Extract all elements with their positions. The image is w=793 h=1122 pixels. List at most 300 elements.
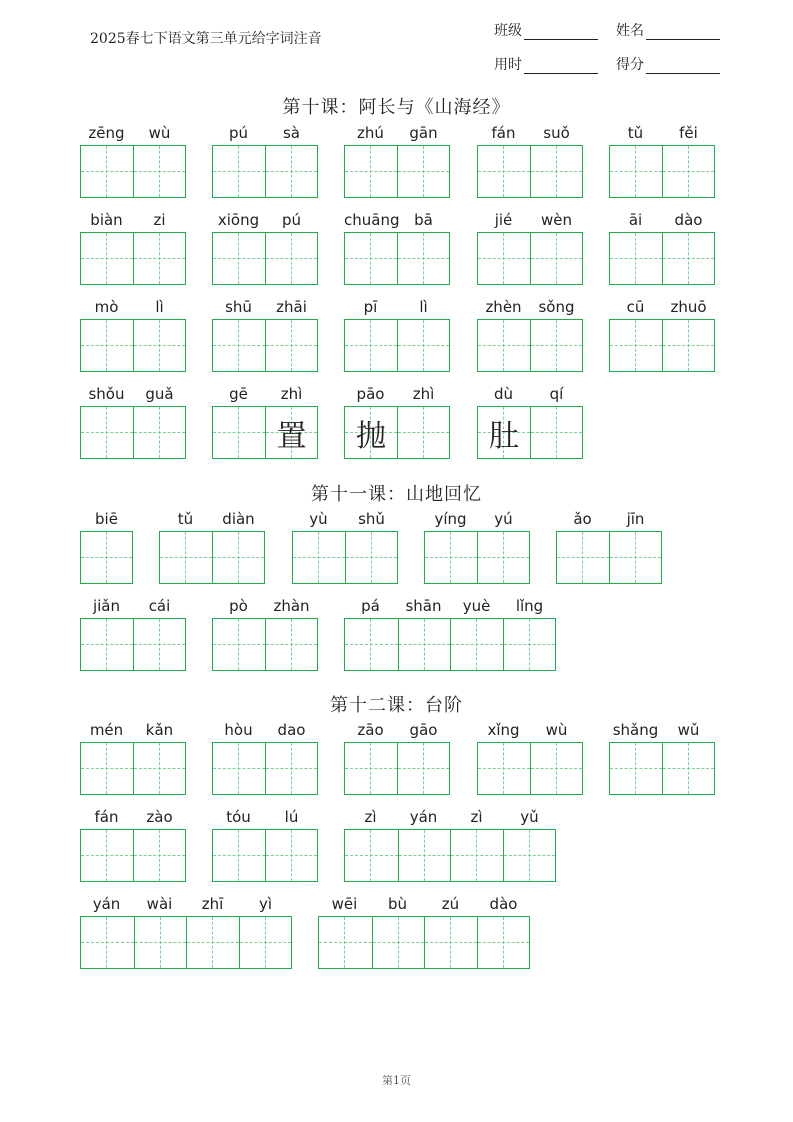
tianzige-grid <box>212 829 318 882</box>
character-box[interactable] <box>81 830 133 881</box>
pinyin-syllable: pú <box>228 124 249 142</box>
pinyin-syllable: zì <box>364 808 377 826</box>
written-character <box>610 743 662 794</box>
tianzige-grid <box>212 742 318 795</box>
pinyin-syllable: zēng <box>88 124 125 142</box>
tianzige-grid <box>477 319 583 372</box>
pinyin-syllable: xiōng <box>217 211 260 229</box>
written-character <box>160 532 212 583</box>
written-character <box>557 532 609 583</box>
pinyin-syllable: fěi <box>679 124 698 142</box>
pinyin-syllable: sà <box>282 124 300 142</box>
tianzige-grid <box>344 742 450 795</box>
pinyin-syllable: fán <box>94 808 119 826</box>
pinyin-row <box>80 124 186 146</box>
character-box[interactable] <box>265 233 317 284</box>
character-box[interactable] <box>133 146 185 197</box>
pinyin-row <box>477 298 583 320</box>
pinyin-syllable: hòu <box>224 721 253 739</box>
written-character <box>345 743 397 794</box>
pinyin-syllable: pī <box>363 298 378 316</box>
written-character <box>266 233 317 284</box>
pinyin-syllable: yuè <box>462 597 491 615</box>
pinyin-syllable: tóu <box>226 808 251 826</box>
tianzige-grid <box>344 829 556 882</box>
written-character <box>81 146 133 197</box>
written-character <box>240 917 292 968</box>
tianzige-grid <box>477 406 583 459</box>
pinyin-row <box>344 385 450 407</box>
pinyin-row <box>80 721 186 743</box>
character-box[interactable] <box>213 320 265 371</box>
written-character <box>345 233 397 284</box>
character-box[interactable] <box>397 146 449 197</box>
pinyin-row <box>212 298 318 320</box>
pinyin-row <box>212 385 318 407</box>
written-character <box>134 619 185 670</box>
written-character <box>531 146 582 197</box>
pinyin-syllable: yán <box>92 895 121 913</box>
pinyin-syllable: zhuō <box>670 298 707 316</box>
pinyin-syllable: zú <box>441 895 460 913</box>
pinyin-syllable: sǒng <box>538 298 575 316</box>
pinyin-row <box>344 597 556 619</box>
character-box[interactable] <box>133 619 185 670</box>
pinyin-syllable: āi <box>628 211 643 229</box>
character-box[interactable] <box>133 743 185 794</box>
pinyin-syllable: gān <box>409 124 438 142</box>
written-character <box>213 320 265 371</box>
tianzige-grid <box>477 145 583 198</box>
character-box[interactable] <box>450 830 503 881</box>
pinyin-syllable: dù <box>493 385 514 403</box>
written-character <box>266 743 317 794</box>
tianzige-grid <box>212 145 318 198</box>
pinyin-syllable: pò <box>229 597 248 615</box>
written-character <box>531 233 582 284</box>
character-box[interactable] <box>610 320 662 371</box>
pinyin-syllable: zhàn <box>273 597 310 615</box>
character-box[interactable] <box>213 743 265 794</box>
character-box[interactable] <box>265 619 317 670</box>
tianzige-grid <box>80 145 186 198</box>
written-character <box>81 320 133 371</box>
written-character <box>81 743 133 794</box>
tianzige-grid <box>212 618 318 671</box>
character-box[interactable] <box>478 407 530 458</box>
pinyin-row <box>292 510 398 532</box>
written-character <box>266 830 317 881</box>
score-label: 得分 <box>616 57 644 73</box>
class-field[interactable] <box>494 20 598 40</box>
character-box[interactable] <box>372 917 425 968</box>
pinyin-syllable: lì <box>419 298 428 316</box>
lesson-11-title: 第十一课：山地回忆 <box>311 484 482 505</box>
pinyin-syllable: gāo <box>409 721 438 739</box>
pinyin-syllable: zhèn <box>485 298 522 316</box>
character-box[interactable] <box>160 532 212 583</box>
pinyin-syllable: wài <box>146 895 173 913</box>
character-box[interactable] <box>293 532 345 583</box>
pinyin-syllable: zì <box>470 808 483 826</box>
character-box[interactable] <box>212 532 264 583</box>
pinyin-syllable: tǔ <box>627 124 644 142</box>
character-box[interactable] <box>265 407 317 458</box>
character-box[interactable] <box>134 917 187 968</box>
character-box[interactable] <box>610 233 662 284</box>
character-box[interactable] <box>345 407 397 458</box>
pinyin-row <box>477 211 583 233</box>
written-character <box>134 830 185 881</box>
pinyin-syllable: zào <box>146 808 173 826</box>
character-box[interactable] <box>398 619 451 670</box>
tianzige-grid <box>609 232 715 285</box>
written-character <box>134 407 185 458</box>
pinyin-syllable: ǎo <box>573 510 592 528</box>
character-box[interactable] <box>133 320 185 371</box>
pinyin-syllable: wù <box>148 124 171 142</box>
pinyin-syllable: shǎng <box>612 721 659 739</box>
tianzige-grid <box>80 232 186 285</box>
written-character <box>399 619 451 670</box>
written-character <box>504 830 556 881</box>
time-blank[interactable] <box>524 59 598 74</box>
written-character <box>531 320 582 371</box>
written-character <box>478 233 530 284</box>
pinyin-row <box>344 211 450 233</box>
pinyin-syllable: jié <box>494 211 513 229</box>
pinyin-syllable: yán <box>409 808 438 826</box>
tianzige-grid <box>609 145 715 198</box>
written-character <box>213 619 265 670</box>
pinyin-syllable: dào <box>489 895 518 913</box>
pinyin-syllable: guǎ <box>145 385 174 403</box>
lesson-12-title: 第十二课：台阶 <box>330 695 463 716</box>
pinyin-syllable: lǐng <box>515 597 544 615</box>
character-box[interactable] <box>319 917 372 968</box>
pinyin-syllable: cū <box>626 298 645 316</box>
character-box[interactable] <box>213 830 265 881</box>
tianzige-grid <box>344 406 450 459</box>
written-character <box>134 146 185 197</box>
tianzige-grid <box>344 232 450 285</box>
written-character <box>345 619 398 670</box>
character-box[interactable] <box>239 917 292 968</box>
written-character <box>663 320 714 371</box>
character-box[interactable] <box>478 743 530 794</box>
character-box[interactable] <box>265 320 317 371</box>
pinyin-syllable: yíng <box>434 510 467 528</box>
tianzige-grid <box>212 406 318 459</box>
character-box[interactable] <box>81 407 133 458</box>
character-box[interactable] <box>662 146 714 197</box>
pinyin-syllable: zhāi <box>276 298 307 316</box>
character-box[interactable] <box>478 320 530 371</box>
written-character <box>345 146 397 197</box>
pinyin-syllable: shǔ <box>358 510 385 528</box>
character-box[interactable] <box>530 233 582 284</box>
written-character <box>663 743 714 794</box>
pinyin-row <box>80 510 133 532</box>
pinyin-row <box>477 124 583 146</box>
pinyin-syllable: bù <box>387 895 408 913</box>
written-character: 置 <box>276 418 307 454</box>
written-character <box>345 830 398 881</box>
pinyin-syllable: lì <box>155 298 164 316</box>
character-box[interactable] <box>503 830 556 881</box>
tianzige-grid <box>556 531 662 584</box>
tianzige-grid <box>212 232 318 285</box>
pinyin-row <box>609 721 715 743</box>
tianzige-grid <box>344 319 450 372</box>
character-box[interactable] <box>450 619 503 670</box>
tianzige-grid <box>344 618 556 671</box>
pinyin-syllable: zi <box>153 211 166 229</box>
character-box[interactable] <box>81 917 134 968</box>
tianzige-grid <box>344 145 450 198</box>
pinyin-syllable: yú <box>494 510 513 528</box>
pinyin-syllable: zhì <box>412 385 435 403</box>
pinyin-syllable: lú <box>284 808 299 826</box>
tianzige-grid <box>318 916 530 969</box>
tianzige-grid <box>80 742 186 795</box>
character-box[interactable] <box>81 743 133 794</box>
written-character <box>398 407 449 458</box>
written-character <box>373 917 425 968</box>
character-box[interactable] <box>478 233 530 284</box>
character-box[interactable] <box>345 830 398 881</box>
written-character <box>610 146 662 197</box>
written-character <box>187 917 239 968</box>
pinyin-row <box>609 211 715 233</box>
written-character: 抛 <box>355 418 386 454</box>
pinyin-syllable: wèn <box>540 211 572 229</box>
written-character <box>531 743 582 794</box>
written-character <box>478 743 530 794</box>
written-character <box>346 532 397 583</box>
character-box[interactable] <box>503 619 556 670</box>
character-box[interactable] <box>477 917 530 968</box>
character-box[interactable] <box>265 146 317 197</box>
written-character <box>451 619 503 670</box>
page-number: 第1页 <box>382 1074 411 1087</box>
pinyin-syllable: diàn <box>222 510 255 528</box>
tianzige-grid <box>159 531 265 584</box>
character-box[interactable] <box>213 619 265 670</box>
name-blank[interactable] <box>646 25 720 40</box>
pinyin-syllable: qí <box>549 385 564 403</box>
character-box[interactable] <box>133 830 185 881</box>
written-character <box>478 320 530 371</box>
document-title: 2025春七下语文第三单元给字词注音 <box>90 31 322 47</box>
pinyin-row <box>477 721 583 743</box>
written-character <box>266 320 317 371</box>
tianzige-grid <box>609 319 715 372</box>
class-blank[interactable] <box>524 25 598 40</box>
pinyin-syllable: biàn <box>90 211 123 229</box>
pinyin-row <box>80 211 186 233</box>
character-box[interactable] <box>397 743 449 794</box>
written-character <box>478 532 529 583</box>
written-character <box>425 532 477 583</box>
pinyin-syllable: shǒu <box>88 385 125 403</box>
written-character <box>398 233 449 284</box>
pinyin-row <box>80 298 186 320</box>
pinyin-row <box>159 510 265 532</box>
written-character <box>663 146 714 197</box>
character-box[interactable] <box>610 743 662 794</box>
written-character <box>81 532 132 583</box>
tianzige-grid <box>477 232 583 285</box>
character-box[interactable] <box>424 917 477 968</box>
character-box[interactable] <box>397 233 449 284</box>
pinyin-syllable: zhú <box>357 124 384 142</box>
character-box[interactable] <box>662 743 714 794</box>
pinyin-syllable: fán <box>491 124 516 142</box>
character-box[interactable] <box>81 146 133 197</box>
written-character <box>504 619 556 670</box>
character-box[interactable] <box>530 407 582 458</box>
character-box[interactable] <box>345 619 398 670</box>
time-field[interactable] <box>494 54 598 74</box>
character-box[interactable] <box>557 532 609 583</box>
character-box[interactable] <box>477 532 529 583</box>
tianzige-grid <box>80 618 186 671</box>
written-character <box>213 233 265 284</box>
pinyin-syllable: pāo <box>356 385 385 403</box>
written-character <box>399 830 451 881</box>
character-box[interactable] <box>81 320 133 371</box>
pinyin-syllable: cái <box>148 597 171 615</box>
pinyin-row <box>80 597 186 619</box>
pinyin-syllable: shān <box>405 597 442 615</box>
written-character <box>345 320 397 371</box>
tianzige-grid <box>424 531 530 584</box>
pinyin-syllable: mén <box>89 721 124 739</box>
pinyin-syllable: wǔ <box>677 721 700 739</box>
character-box[interactable] <box>662 320 714 371</box>
pinyin-syllable: zhì <box>280 385 303 403</box>
character-box[interactable] <box>530 146 582 197</box>
written-character <box>398 743 449 794</box>
tianzige-grid <box>80 916 292 969</box>
name-field[interactable] <box>616 20 720 40</box>
character-box[interactable] <box>213 146 265 197</box>
pinyin-syllable: yì <box>258 895 273 913</box>
written-character <box>425 917 477 968</box>
written-character <box>213 532 264 583</box>
pinyin-syllable: gē <box>229 385 248 403</box>
score-field[interactable] <box>616 54 720 74</box>
character-box[interactable] <box>345 233 397 284</box>
character-box[interactable] <box>662 233 714 284</box>
pinyin-row <box>212 597 318 619</box>
pinyin-row <box>477 385 583 407</box>
character-box[interactable] <box>265 830 317 881</box>
character-box[interactable] <box>186 917 239 968</box>
written-character <box>81 830 133 881</box>
character-box[interactable] <box>133 233 185 284</box>
character-box[interactable] <box>345 320 397 371</box>
character-box[interactable] <box>213 233 265 284</box>
pinyin-row <box>212 721 318 743</box>
tianzige-grid <box>477 742 583 795</box>
pinyin-syllable: wēi <box>331 895 358 913</box>
pinyin-syllable: wù <box>545 721 568 739</box>
character-box[interactable] <box>610 146 662 197</box>
pinyin-syllable: mò <box>94 298 119 316</box>
pinyin-row <box>212 211 318 233</box>
pinyin-syllable: kǎn <box>145 721 174 739</box>
character-box[interactable] <box>345 146 397 197</box>
written-character <box>134 743 185 794</box>
tianzige-grid <box>292 531 398 584</box>
written-character <box>319 917 372 968</box>
lesson-10-title: 第十课：阿长与《山海经》 <box>282 97 511 118</box>
tianzige-grid <box>80 319 186 372</box>
score-blank[interactable] <box>646 59 720 74</box>
written-character <box>478 146 530 197</box>
class-label: 班级 <box>494 23 522 39</box>
character-box[interactable] <box>478 146 530 197</box>
pinyin-row <box>344 298 450 320</box>
character-box[interactable] <box>213 407 265 458</box>
pinyin-syllable: xǐng <box>487 721 520 739</box>
pinyin-row <box>424 510 530 532</box>
written-character <box>610 532 661 583</box>
pinyin-row <box>80 385 186 407</box>
written-character <box>478 917 530 968</box>
written-character <box>398 320 449 371</box>
written-character <box>213 407 265 458</box>
character-box[interactable] <box>530 320 582 371</box>
character-box[interactable] <box>265 743 317 794</box>
written-character <box>134 233 185 284</box>
pinyin-row <box>344 124 450 146</box>
name-label: 姓名 <box>616 23 644 39</box>
pinyin-syllable: bā <box>414 211 433 229</box>
written-character <box>266 146 317 197</box>
character-box[interactable] <box>609 532 661 583</box>
character-box[interactable] <box>530 743 582 794</box>
written-character: 肚 <box>488 418 519 454</box>
pinyin-row <box>212 808 318 830</box>
character-box[interactable] <box>398 830 451 881</box>
pinyin-syllable: pú <box>281 211 302 229</box>
pinyin-syllable: zhī <box>201 895 224 913</box>
character-box[interactable] <box>397 407 449 458</box>
written-character <box>213 743 265 794</box>
pinyin-syllable: pá <box>361 597 380 615</box>
pinyin-row <box>609 124 715 146</box>
character-box[interactable] <box>133 407 185 458</box>
character-box[interactable] <box>81 233 133 284</box>
character-box[interactable] <box>425 532 477 583</box>
character-box[interactable] <box>345 532 397 583</box>
character-box[interactable] <box>397 320 449 371</box>
character-box[interactable] <box>345 743 397 794</box>
written-character <box>266 619 317 670</box>
written-character <box>451 830 503 881</box>
tianzige-grid <box>80 406 186 459</box>
written-character <box>81 407 133 458</box>
written-character <box>213 146 265 197</box>
pinyin-syllable: chuāng <box>344 211 400 229</box>
written-character <box>135 917 187 968</box>
character-box[interactable] <box>81 532 132 583</box>
pinyin-syllable: zāo <box>357 721 384 739</box>
character-box[interactable] <box>81 619 133 670</box>
